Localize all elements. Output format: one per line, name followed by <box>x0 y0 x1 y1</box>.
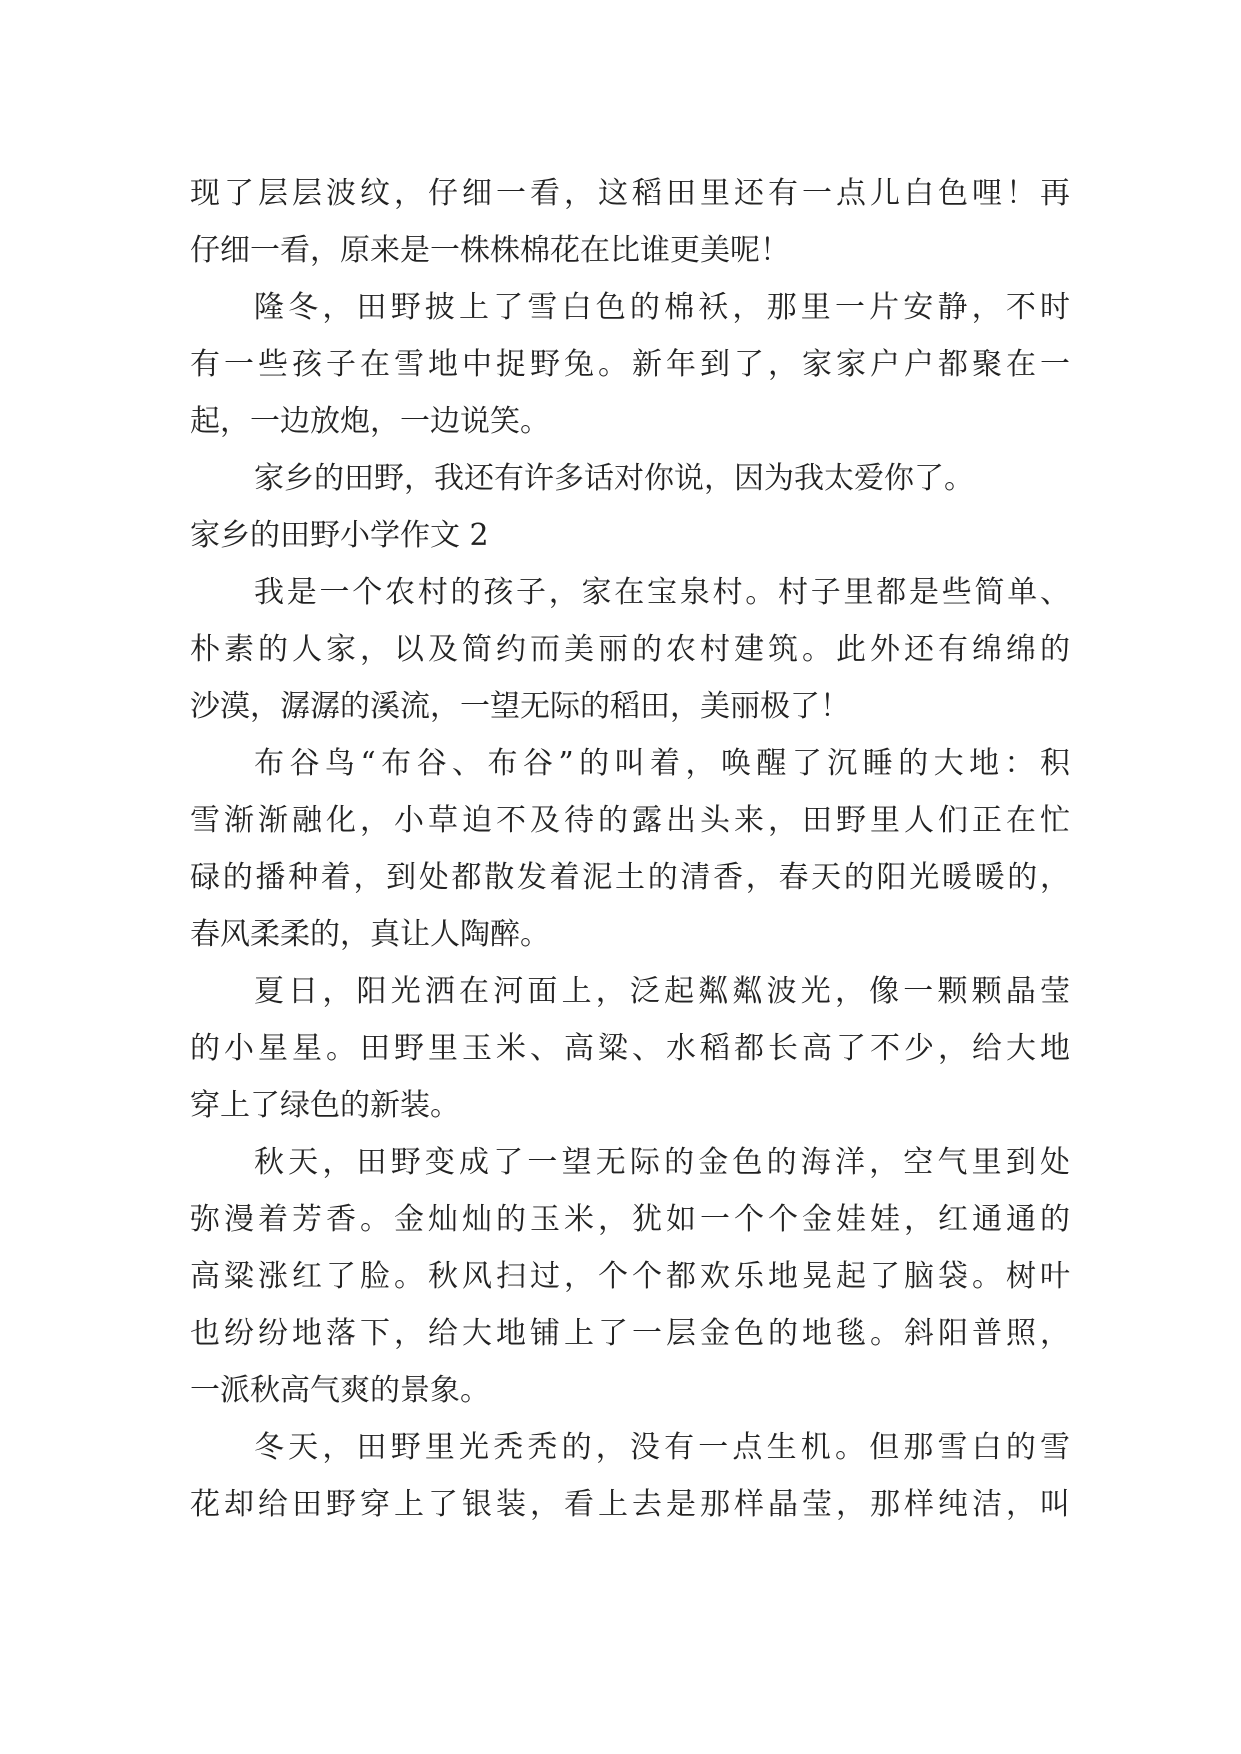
text-line: 弥漫着芳香。金灿灿的玉米，犹如一个个金娃娃，红通通的 <box>190 1202 1070 1237</box>
text-line: 也纷纷地落下，给大地铺上了一层金色的地毯。斜阳普照， <box>190 1316 1070 1351</box>
paragraph <box>190 1419 1070 1533</box>
paragraph <box>190 1134 1070 1419</box>
document-body <box>190 165 1070 1533</box>
text-line: 朴素的人家，以及简约而美丽的农村建筑。此外还有绵绵的 <box>190 632 1070 667</box>
text-line: 春风柔柔的，真让人陶醉。 <box>190 917 550 952</box>
heading-line: 家乡的田野小学作文 2 <box>190 518 489 553</box>
text-line: 家乡的田野，我还有许多话对你说，因为我太爱你了。 <box>254 461 974 496</box>
text-line: 冬天，田野里光秃秃的，没有一点生机。但那雪白的雪 <box>254 1430 1070 1465</box>
text-line: 秋天，田野变成了一望无际的金色的海洋，空气里到处 <box>254 1145 1070 1180</box>
text-line: 穿上了绿色的新装。 <box>190 1088 460 1123</box>
paragraph <box>190 450 1070 507</box>
text-line: 高粱涨红了脸。秋风扫过，个个都欢乐地晃起了脑袋。树叶 <box>190 1259 1070 1294</box>
section-heading <box>190 507 1070 564</box>
paragraph <box>190 279 1070 450</box>
text-line: 沙漠，潺潺的溪流，一望无际的稻田，美丽极了！ <box>190 689 850 724</box>
text-line: 夏日，阳光洒在河面上，泛起粼粼波光，像一颗颗晶莹 <box>254 974 1070 1009</box>
text-line: 雪渐渐融化，小草迫不及待的露出头来，田野里人们正在忙 <box>190 803 1070 838</box>
text-line: 隆冬，田野披上了雪白色的棉袄，那里一片安静，不时 <box>254 290 1070 325</box>
text-line: 仔细一看，原来是一株株棉花在比谁更美呢！ <box>190 233 790 268</box>
paragraph <box>190 564 1070 735</box>
text-line: 碌的播种着，到处都散发着泥土的清香，春天的阳光暖暖的， <box>190 860 1070 895</box>
text-line: 布谷鸟“布谷、布谷”的叫着，唤醒了沉睡的大地：积 <box>254 746 1070 781</box>
text-line: 有一些孩子在雪地中捉野兔。新年到了，家家户户都聚在一 <box>190 347 1070 382</box>
text-line: 我是一个农村的孩子，家在宝泉村。村子里都是些简单、 <box>254 575 1070 610</box>
paragraph <box>190 963 1070 1134</box>
text-line: 一派秋高气爽的景象。 <box>190 1373 490 1408</box>
paragraph <box>190 735 1070 963</box>
text-line: 现了层层波纹，仔细一看，这稻田里还有一点儿白色哩！再 <box>190 176 1070 211</box>
text-line: 的小星星。田野里玉米、高粱、水稻都长高了不少，给大地 <box>190 1031 1070 1066</box>
paragraph <box>190 165 1070 279</box>
text-line: 花却给田野穿上了银装，看上去是那样晶莹，那样纯洁，叫 <box>190 1487 1070 1522</box>
text-line: 起，一边放炮，一边说笑。 <box>190 404 550 439</box>
